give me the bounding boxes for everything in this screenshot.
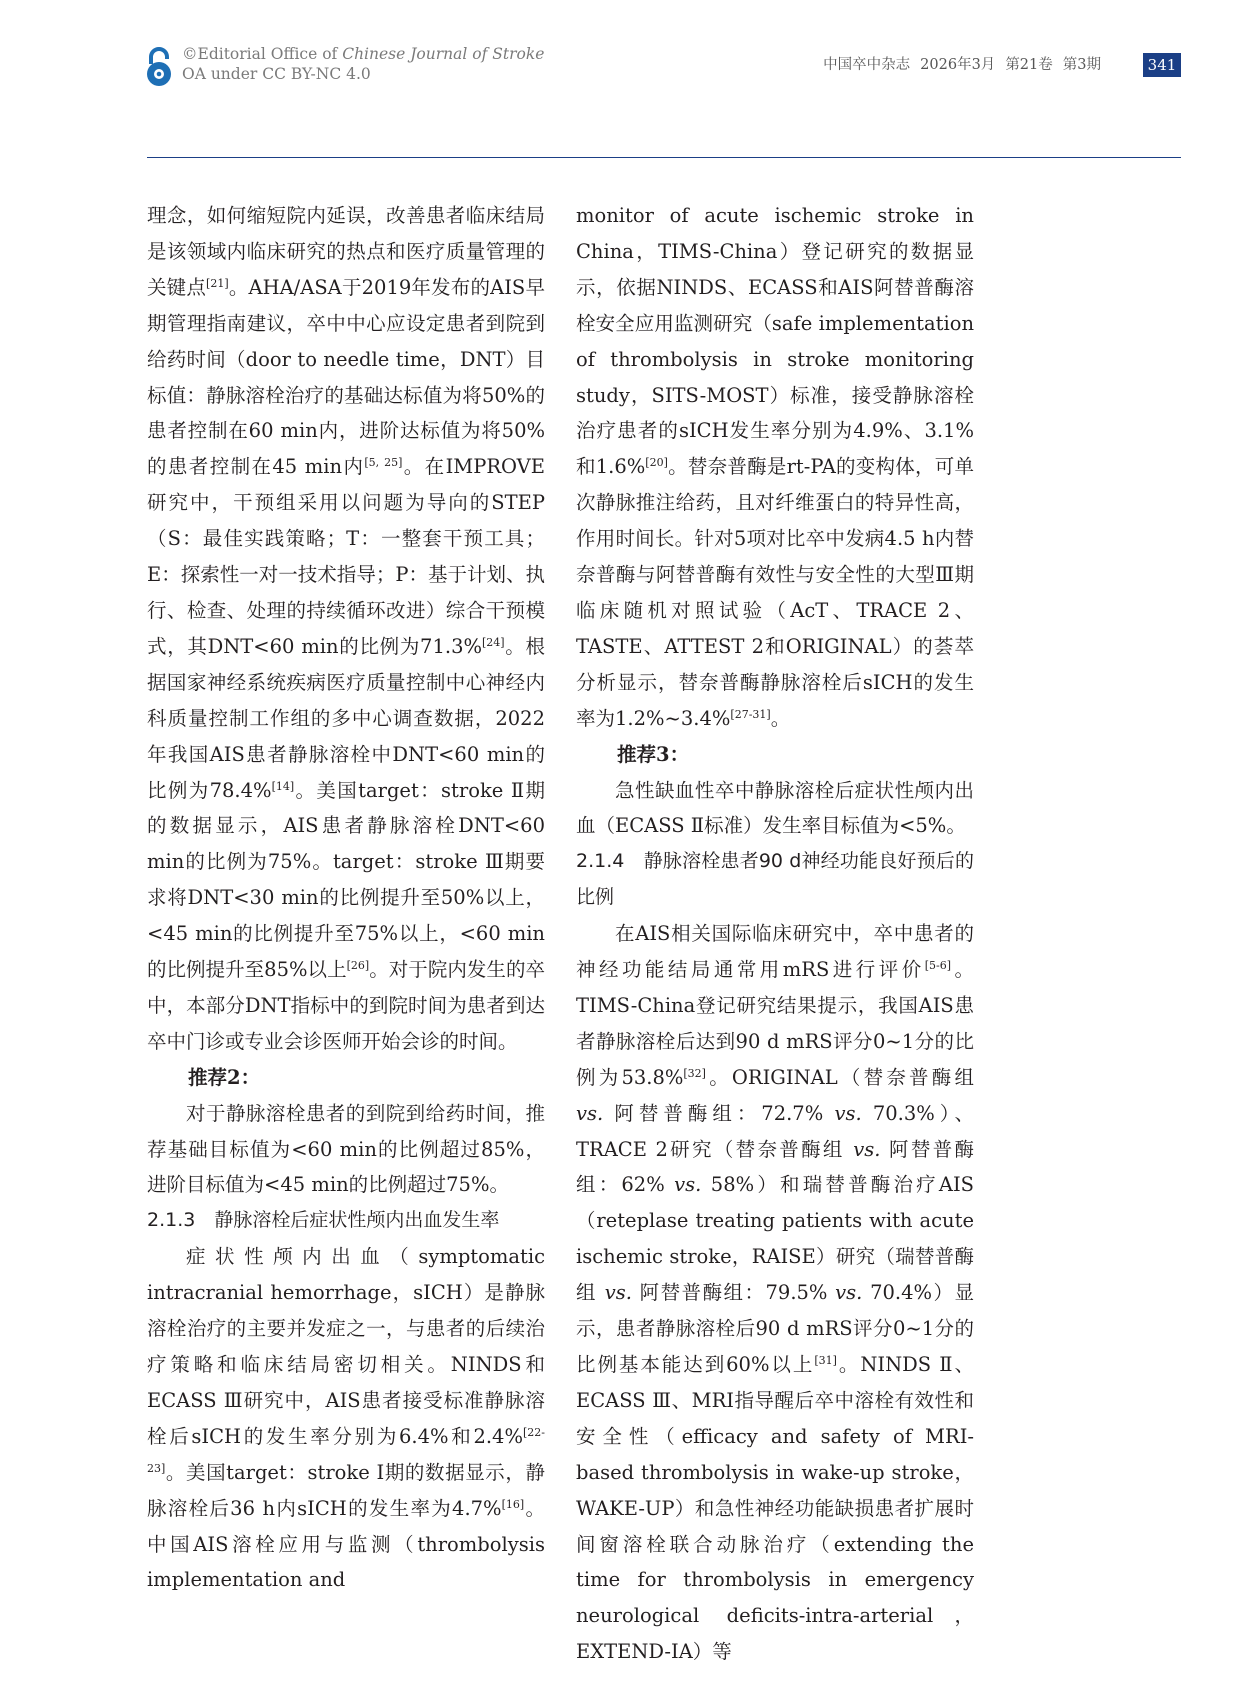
citation: [32] xyxy=(683,1066,706,1080)
right-column xyxy=(576,198,974,1670)
section-heading: 2.1.3 静脉溶栓后症状性颅内出血发生率 xyxy=(147,1209,500,1232)
recommendation-text: 对于静脉溶栓患者的到院到给药时间，推荐基础目标值为<60 min的比例超过85%，进阶目标值为<45 min的比例超过75%。 xyxy=(147,1101,545,1197)
paragraph: 在AIS相关国际临床研究中，卒中患者的神经功能结局通常用mRS进行评价[5-6]。TIMS-China登记研究结果提示，我国AIS患者静脉溶栓后达到90 d mRS评分0~1分的比例为53.8%[32]。ORIGINAL（替奈普酶组 vs. 阿替普酶组：72.7% vs. 70.3%）、TRACE 2研究（替奈普酶组 vs. 阿替普酶组：62% vs. 58%）和瑞替普酶治疗AIS（reteplase treating patients with acute ischemic stroke，RAISE）研究（瑞替普酶组 vs. 阿替普酶组：79.5% vs. 70.4%）显示，患者静脉溶栓后90 d mRS评分0~1分的比例基本能达到60%以上[31]。NINDS Ⅱ、ECASS Ⅲ、MRI指导醒后卒中溶栓有效性和安全性（efficacy and safety of MRI-based thrombolysis in wake-up stroke，WAKE-UP）和急性神经功能缺损患者扩展时间窗溶栓联合动脉治疗（extending the time for thrombolysis in emergency neurological deficits-intra-arterial，EXTEND-IA）等 xyxy=(576,922,975,1664)
page-number: 341 xyxy=(1143,53,1181,77)
running-head xyxy=(813,53,1101,74)
citation: [20] xyxy=(645,456,668,470)
citation: [5, 25] xyxy=(364,456,403,470)
recommendation-label: 推荐3： xyxy=(617,742,690,766)
left-column xyxy=(147,198,545,1598)
header-rule xyxy=(147,157,1181,158)
paragraph: monitor of acute ischemic stroke in China，TIMS-China）登记研究的数据显示，依据NINDS、ECASS和AIS阿替普酶溶栓安全应用监测研究（safe implementation of thrombolysis in stroke monitoring study，SITS-MOST）标准，接受静脉溶栓治疗患者的sICH发生率分别为4.9%、3.1%和1.6%[20]。替奈普酶是rt-PA的变构体，可单次静脉推注给药，且对纤维蛋白的特异性高，作用时间长。针对5项对比卒中发病4.5 h内替奈普酶与阿替普酶有效性与安全性的大型Ⅲ期临床随机对照试验（AcT、TRACE 2、TASTE、ATTEST 2和ORIGINAL）的荟萃分析显示，替奈普酶静脉溶栓后sICH的发生率为1.2%~3.4%[27-31]。 xyxy=(576,204,974,730)
copyright-notice xyxy=(182,44,544,84)
license-line: OA under CC BY-NC 4.0 xyxy=(182,65,371,83)
citation: [14] xyxy=(271,779,295,793)
recommendation-label: 推荐2： xyxy=(188,1065,261,1089)
citation: [26] xyxy=(346,959,370,973)
recommendation-text: 急性缺血性卒中静脉溶栓后症状性颅内出血（ECASS Ⅱ标准）发生率目标值为<5%。 xyxy=(576,778,974,838)
citation: [16] xyxy=(501,1497,525,1511)
page-header xyxy=(0,0,1241,160)
paragraph: 症状性颅内出血（symptomatic intracranial hemorrhage，sICH）是静脉溶栓治疗的主要并发症之一，与患者的后续治疗策略和临床结局密切相关。NINDS和ECASS Ⅲ研究中，AIS患者接受标准静脉溶栓后sICH的发生率分别为6.4%和2.4%[22-23]。美国target：stroke Ⅰ期的数据显示，静脉溶栓后36 h内sICH的发生率为4.7%[16]。中国AIS溶栓应用与监测（thrombolysis implementation and xyxy=(147,1245,545,1592)
copyright-prefix: ©Editorial Office of xyxy=(182,45,343,63)
citation: [5-6] xyxy=(924,959,951,973)
citation: [31] xyxy=(814,1354,837,1367)
issue: 第3期 xyxy=(1062,57,1101,73)
open-access-lock-icon xyxy=(143,46,175,88)
section-heading: 2.1.4 静脉溶栓患者90 d神经功能良好预后的比例 xyxy=(576,850,974,909)
citation: [22-23] xyxy=(147,1425,545,1475)
issue-date: 2026年3月 xyxy=(920,57,996,73)
volume: 第21卷 xyxy=(1005,57,1053,73)
citation: [24] xyxy=(482,635,505,649)
journal-name: 中国卒中杂志 xyxy=(823,57,911,73)
copyright-journal: Chinese Journal of Stroke xyxy=(342,45,545,63)
citation: [27-31] xyxy=(730,707,771,721)
citation: [21] xyxy=(206,276,229,290)
paragraph: 理念，如何缩短院内延误，改善患者临床结局是该领域内临床研究的热点和医疗质量管理的关键点[21]。AHA/ASA于2019年发布的AIS早期管理指南建议，卒中中心应设定患者到院到给药时间（door to needle time，DNT）目标值：静脉溶栓治疗的基础达标值为将50%的患者控制在60 min内，进阶达标值为将50%的患者控制在45 min内[5, 25]。在IMPROVE研究中，干预组采用以问题为导向的STEP（S：最佳实践策略；T：一整套干预工具；E：探索性一对一技术指导；P：基于计划、执行、检查、处理的持续循环改进）综合干预模式，其DNT<60 min的比例为71.3%[24]。根据国家神经系统疾病医疗质量控制中心神经内科质量控制工作组的多中心调查数据，2022年我国AIS患者静脉溶栓中DNT<60 min的比例为78.4%[14]。美国target：stroke Ⅱ期的数据显示，AIS患者静脉溶栓DNT<60 min的比例为75%。target：stroke Ⅲ期要求将DNT<30 min的比例提升至50%以上，<45 min的比例提升至75%以上，<60 min的比例提升至85%以上[26]。对于院内发生的卒中，本部分DNT指标中的到院时间为患者到达卒中门诊或专业会诊医师开始会诊的时间。 xyxy=(147,204,546,1053)
